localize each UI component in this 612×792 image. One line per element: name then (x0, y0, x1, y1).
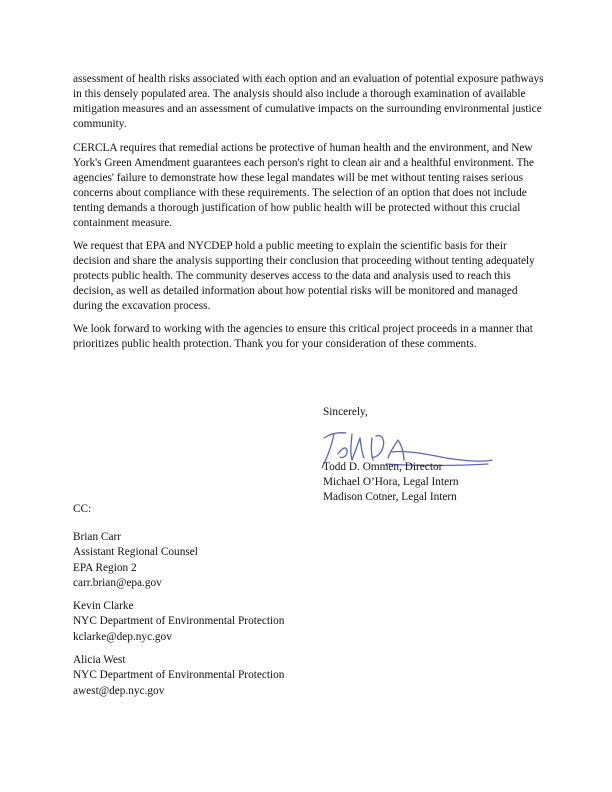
cc-label: CC: (73, 503, 92, 515)
body-paragraph-2: CERCLA requires that remedial actions be protective of human health and the environment, and New York's Green Amendment guarantees each person's right to clean air and a healthful environment. The agencies' failure to demonstrate how these legal mandates will be met without tenting raises serious concerns about compliance with these requirements. The selection of an option that does not include tenting demands a thorough justification of how public health will be protected without this crucial containment measure. (73, 142, 535, 230)
cc-recipient-email: kclarke@dep.nyc.gov (73, 630, 172, 643)
cc-recipient-name: Brian Carr (73, 531, 121, 543)
signer-name: Madison Cotner, Legal Intern (323, 491, 457, 504)
cc-recipient-organization: NYC Department of Environmental Protection (73, 615, 285, 628)
cc-recipient (73, 530, 198, 591)
cc-recipient-email: carr.brian@epa.gov (73, 576, 162, 589)
body-paragraph-1: assessment of health risks associated with each option and an evaluation of potential exposure pathways in this densely populated area. The analysis should also include a thorough examination of available mitigation measures and an assessment of cumulative impacts on the surrounding environmental justice community. (73, 73, 544, 131)
body-paragraph-4: We look forward to working with the agencies to ensure this critical project proceeds in a manner that prioritizes public health protection. Thank you for your consideration of these comments. (73, 323, 533, 351)
signer-name: Todd D. Ommen, Director (323, 461, 443, 473)
body-paragraph-3: We request that EPA and NYCDEP hold a public meeting to explain the scientific basis for their decision and share the analysis supporting their conclusion that proceeding without tenting adequately protects public health. The community deserves access to the data and analysis used to reach this decision, as well as detailed information about how potential risks will be monitored and managed during the excavation process. (73, 240, 535, 313)
signer-block (323, 460, 459, 506)
cc-recipient-title: Assistant Regional Counsel (73, 546, 198, 559)
cc-recipient-email: awest@dep.nyc.gov (73, 684, 165, 697)
cc-recipient-name: Kevin Clarke (73, 600, 134, 612)
cc-recipient (73, 653, 284, 699)
closing-salutation: Sincerely, (323, 406, 368, 418)
cc-recipient-name: Alicia West (73, 654, 126, 666)
cc-recipient (73, 599, 284, 645)
signer-name: Michael O’Hora, Legal Intern (323, 476, 459, 489)
cc-recipient-organization: EPA Region 2 (73, 561, 137, 574)
cc-recipient-organization: NYC Department of Environmental Protection (73, 669, 285, 682)
